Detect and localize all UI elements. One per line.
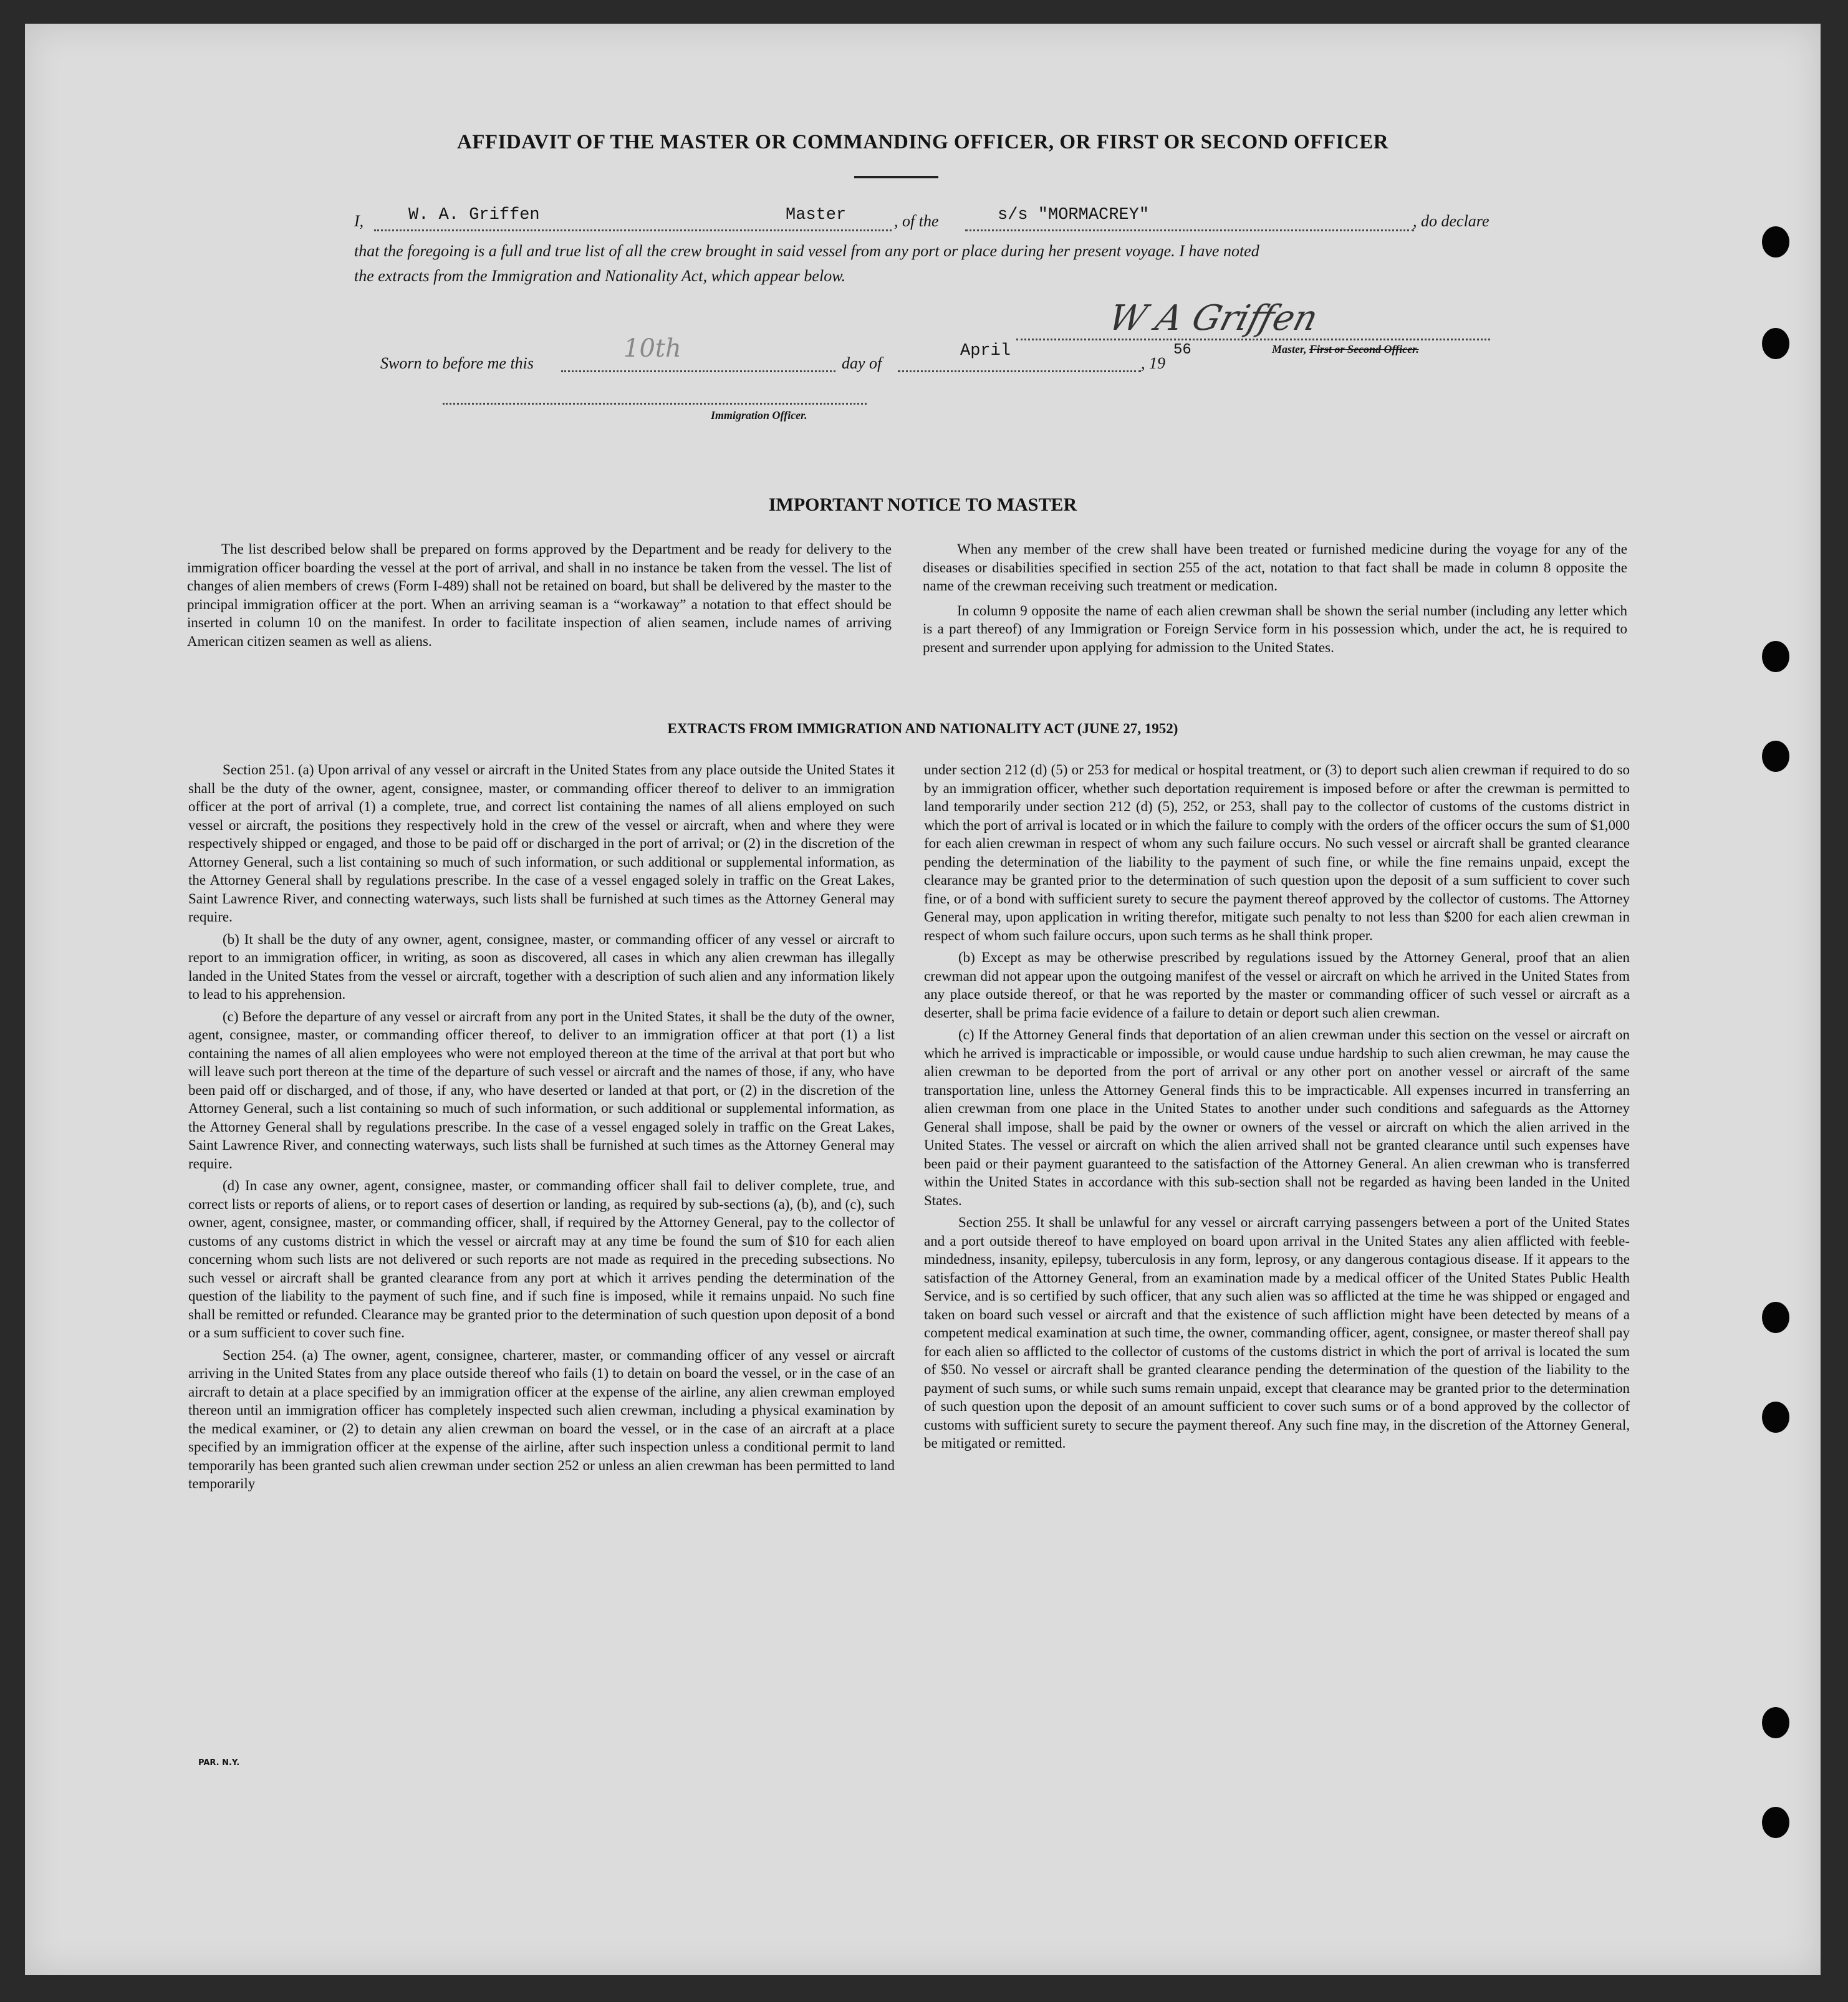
sworn-month: April: [960, 342, 1011, 360]
sworn-label: Sworn to before me this: [380, 354, 534, 372]
title-rule: [854, 176, 938, 178]
notice-right-column: [923, 540, 1627, 660]
master-signature: W A Griffen: [1104, 298, 1322, 339]
extracts-right-column: [924, 761, 1630, 1456]
immigration-officer-line: [443, 403, 867, 405]
label-first-second-officer: First or Second Officer.: [1309, 343, 1419, 355]
punch-hole: [1762, 1707, 1789, 1738]
section-255: Section 255. It shall be unlawful for any vessel or aircraft carrying passengers between a port of the United States and a port outside thereof to have employed on board upon arrival in the United States any alien afflicted with feeble-mindedness, insanity, epilepsy, tuberculosis in any form, leprosy, or any dangerous contagious disease. If it appears to the satisfaction of the Attorney General, from an examination made by a medical officer of the United States Public Health Service, and is so certified by such officer, that any such alien was so afflicted at the time he was shipped or engaged and taken on board such vessel or aircraft and that the existence of such affliction might have been detected by means of a competent medical examination at such time, the owner, commanding officer, agent, consignee, or master thereof shall pay for each alien so afflicted to the collector of customs of the customs district in which the port of arrival is located the sum of $50. No vessel or aircraft shall be granted clearance pending the determination of the question of the liability to the payment of such sums, or while such sums remain unpaid, except that clearance may be granted prior to the determination of such question upon the deposit of an amount sufficient to cover such sums or of a bond approved by the collector of customs with sufficient surety to secure the payment thereof. Any such fine may, in the discretion of the Attorney General, be mitigated or remitted.: [924, 1215, 1630, 1451]
extracts-left-column: [188, 761, 895, 1497]
notice-left-paragraph: The list described below shall be prepared on forms approved by the Department and be ready for delivery to the immigration officer boarding the vessel at the port of arrival, and shall in no instance be taken from the vessel. The list of changes of alien members of crews (Form I-489) shall not be retained on board, but shall be delivered by the master to the principal immigration officer at the port. When an arriving seaman is a “workaway” a notation to that effect should be inserted in column 10 on the manifest. In order to facilitate inspection of alien seamen, include names of arriving American citizen seamen as well as aliens.: [187, 541, 892, 649]
section-251-c: (c) Before the departure of any vessel or aircraft from any port in the United States, it shall be the duty of the owner, agent, consignee, master, or commanding officer thereof, to deliver to an immigration officer at that port (1) a list containing the names of all alien employees who were not employed thereon at the time of the arrival at that port but who will leave such port thereon at the time of the departure of such vessel or aircraft and the names of those, if any, who have been paid off or discharged, and of those, if any, who have deserted or landed at that port, or (2) in the discretion of the Attorney General, such a list containing so much of such information, or such additional or supplemental information, as the Attorney General shall by regulations prescribe. In the case of a vessel engaged solely in traffic on the Great Lakes, Saint Lawrence River, and connecting waterways, such lists shall be furnished at such times as the Attorney General may require.: [188, 1008, 895, 1172]
year-prefix: , 19: [1141, 354, 1165, 372]
punch-hole: [1762, 328, 1789, 359]
section-254-b: (b) Except as may be otherwise prescribed by regulations issued by the Attorney General, proof that an alien crewman did not appear upon the outgoing manifest of the vessel or aircraft on which he arrived in the United States from any place outside thereof, or that he was reported by the master or commanding officer of such vessel or aircraft as a deserter, shall be prima facie evidence of a failure to detain or deport such alien crewman.: [924, 950, 1630, 1021]
declaration-line-3: the extracts from the Immigration and Nationality Act, which appear below.: [354, 267, 846, 285]
notice-right-paragraph-1: When any member of the crew shall have been treated or furnished medicine during the voyage for any of the diseases or disabilities specified in section 255 of the act, notation to that fact shall be made in column 8 opposite the name of the crewman receiving such treatment or medication.: [923, 541, 1627, 594]
printer-mark: PAR. N.Y.: [198, 1758, 240, 1768]
notice-right-paragraph-2: In column 9 opposite the name of each alien crewman shall be shown the serial number (including any letter which is a part thereof) of any Immigration or Foreign Service form in his possession which, under the act, he is required to present and surrender upon applying for admission to the United States.: [923, 602, 1627, 655]
label-master: Master,: [1272, 343, 1307, 355]
rank: Master: [786, 206, 847, 224]
day-of-label: day of: [842, 354, 882, 372]
section-251-b: (b) It shall be the duty of any owner, agent, consignee, master, or commanding officer of any vessel or aircraft to report to an immigration officer, in writing, as soon as discovered, all cases in which any alien crewman has illegally landed in the United States from the vessel or aircraft, together with a description of such alien and any information likely to lead to his apprehension.: [188, 931, 895, 1002]
section-251-d: (d) In case any owner, agent, consignee, master, or commanding officer shall fail to deliver complete, true, and correct lists or reports of aliens, or to report cases of desertion or landing, as required by sub-sections (a), (b), and (c), such owner, agent, consignee, master, or commanding officer, shall, if required by the Attorney General, pay to the collector of customs of any customs district in which the vessel or aircraft may at any time be found the sum of $10 for each alien concerning whom such lists are not delivered or such reports are not made as required in the preceding subsections. No such vessel or aircraft shall be granted clearance from any port at which it arrives pending the determination of the question of the liability to the payment of such fine, and if such fine is imposed, while it remains unpaid. No such fine shall be remitted or refunded. Clearance may be granted prior to the determination of such question upon deposit of a bond or a sum sufficient to cover such fine.: [188, 1178, 895, 1340]
extracts-heading: EXTRACTS FROM IMMIGRATION AND NATIONALITY ACT (JUNE 27, 1952): [667, 721, 1178, 736]
notice-left-column: [187, 540, 892, 654]
declaration-line-2: that the foregoing is a full and true list of all the crew brought in said vessel from any port or place during her present voyage. I have noted: [354, 242, 1259, 260]
punch-hole: [1762, 741, 1789, 772]
do-declare-label: , do declare: [1413, 212, 1489, 230]
of-the-label: , of the: [894, 212, 939, 230]
document-title: AFFIDAVIT OF THE MASTER OR COMMANDING OFFICER, OR FIRST OR SECOND OFFICER: [456, 131, 1389, 153]
section-251-a: Section 251. (a) Upon arrival of any vessel or aircraft in the United States from any place outside the United States it shall be the duty of the owner, agent, consignee, master, or commanding officer thereof to deliver to an immigration officer at the port of arrival (1) a complete, true, and correct list containing the names of all aliens employed on such vessel or aircraft, the positions they respectively hold in the crew of the vessel or aircraft, when and where they were respectively shipped or engaged, and those to be paid off or discharged in the port of arrival; or (2) in the discretion of the Attorney General, such a list containing so much of such information, or such additional or supplemental information, as the Attorney General shall by regulations prescribe. In the case of a vessel engaged solely in traffic on the Great Lakes, Saint Lawrence River, and connecting waterways, such lists shall be furnished at such times as the Attorney General may require.: [188, 762, 895, 925]
master-name: W. A. Griffen: [408, 206, 540, 224]
notice-heading: IMPORTANT NOTICE TO MASTER: [768, 494, 1077, 515]
punch-hole: [1762, 1807, 1789, 1838]
section-254-a: Section 254. (a) The owner, agent, consignee, charterer, master, or commanding officer of any vessel or aircraft arriving in the United States from any place outside thereof who fails (1) to detain on board the vessel, or in the case of an aircraft to detain at a place specified by an immigration officer at the expense of the airline, any alien crewman employed thereon until an immigration officer has completely inspected such alien crewman, including a physical examination by the medical examiner, or (2) to detain any alien crewman on board the vessel, or in the case of an aircraft at a place specified by an immigration officer at the expense of the airline, after such inspection unless a conditional permit to land temporarily has been granted such alien crewman under section 252 or unless an alien crewman has been permitted to land temporarily: [188, 1347, 895, 1491]
day-field-line: [561, 370, 835, 372]
section-254-a-continued: under section 212 (d) (5) or 253 for medical or hospital treatment, or (3) to deport such alien crewman if required to do so by an immigration officer, whether such deportation requirement is imposed before or after the crewman is permitted to land temporarily under section 212 (d) (5), 252, or 253, shall pay to the collector of customs of the customs district in which the port of arrival is located or in which the failure to comply with the orders of the officer occurs the sum of $1,000 for each alien crewman in respect of whom any such failure occurs. No such vessel or aircraft shall be granted clearance pending the determination of the liability to the payment of such fine, or while the fine remains unpaid, except the clearance may be granted prior to the determination of such question upon the deposit of a sum sufficient to cover such fine, or of a bond with sufficient surety to secure the payment thereof approved by the collector of customs. The Attorney General may, upon application in writing therefor, mitigate such penalty to not less than $200 for each alien crewman in respect of whom such failure occurs, upon such terms as he shall think proper.: [924, 762, 1630, 943]
signature-line: [1016, 339, 1490, 340]
declaration-i-label: I,: [354, 212, 364, 230]
section-254-c: (c) If the Attorney General finds that deportation of an alien crewman under this section on the vessel or aircraft on which he arrived is impracticable or impossible, or would cause undue hardship to such alien crewman, he may cause the alien crewman to be deported from the port of arrival or any other port on another vessel or aircraft of the same transportation line, unless the Attorney General finds this to be impracticable. All expenses incurred in transferring an alien crewman from one place in the United States to another under such conditions and safeguards as the Attorney General shall impose, shall be paid by the owner or owners of the vessel or aircraft on which the alien arrived in the United States. The vessel or aircraft on which the alien arrived shall not be granted clearance until such expenses have been paid or their payment guaranteed to the satisfaction of the Attorney General. An alien crewman who is transferred within the United States in accordance with this sub-section shall not be regarded as having been landed in the United States.: [924, 1027, 1630, 1208]
immigration-officer-label: Immigration Officer.: [711, 409, 807, 421]
vessel-name: s/s "MORMACREY": [998, 206, 1150, 224]
name-field-line: [374, 229, 892, 231]
document-page: [25, 24, 1821, 1975]
punch-hole: [1762, 1402, 1789, 1433]
sworn-day: 10th: [623, 334, 681, 363]
vessel-field-line: [965, 229, 1414, 231]
year-suffix: 56: [1173, 342, 1191, 359]
punch-hole: [1762, 1302, 1789, 1333]
punch-hole: [1762, 226, 1789, 257]
signature-label: [1272, 343, 1419, 356]
punch-hole: [1762, 641, 1789, 672]
month-field-line: [898, 370, 1141, 372]
